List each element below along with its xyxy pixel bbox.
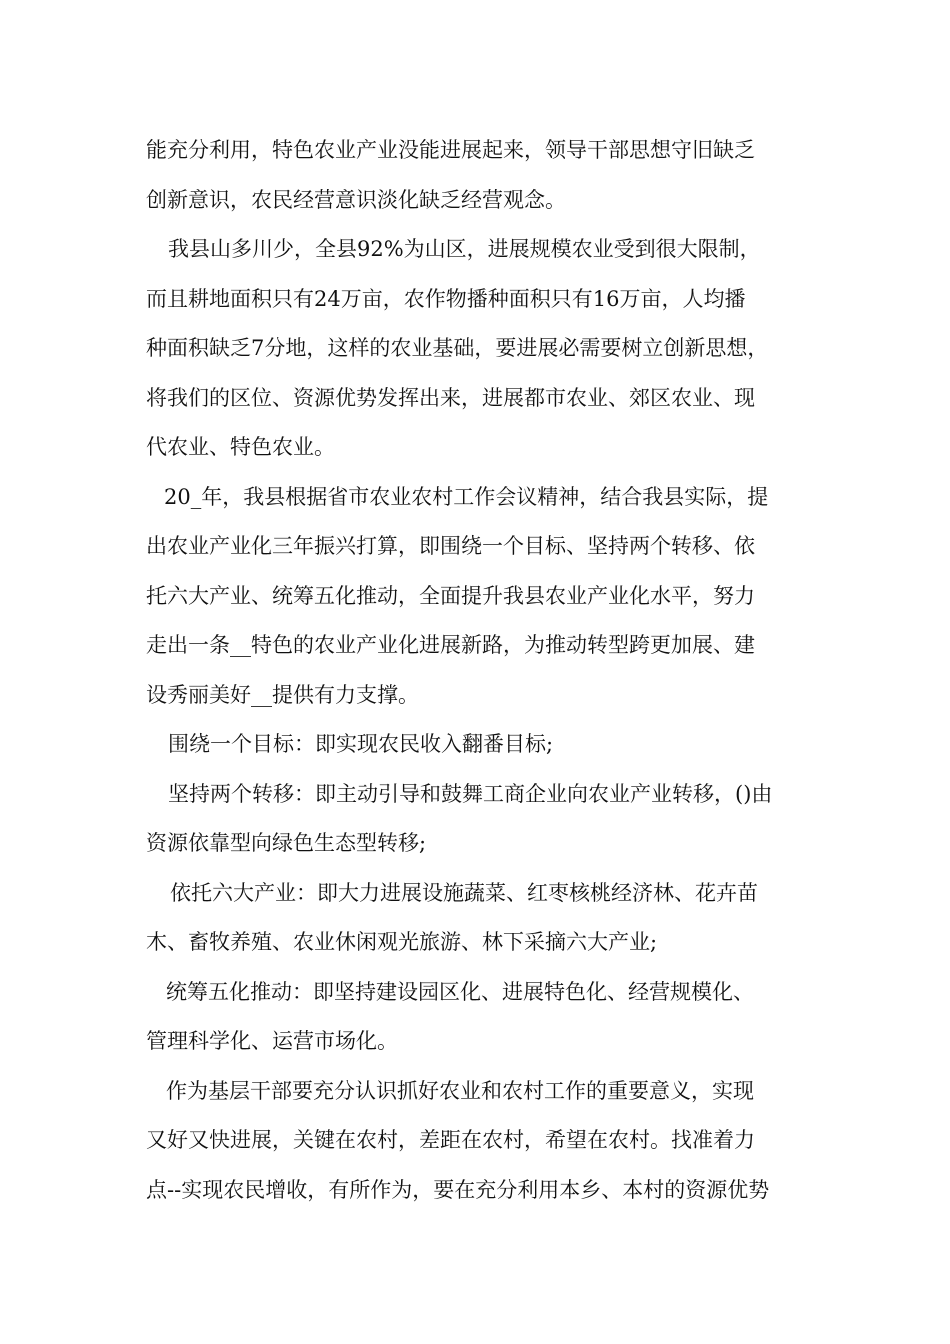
line-text: 我县山多川少，全县92%为山区，进展规模农业受到很大限制，: [168, 237, 761, 261]
text-line: [146, 473, 826, 523]
text-line: [146, 126, 826, 176]
line-text: 创新意识，农民经营意识淡化缺乏经营观念。: [146, 187, 566, 212]
paragraph: [146, 126, 826, 225]
text-line: [146, 275, 826, 325]
line-text: 种面积缺乏7分地，这样的农业基础，要进展必需要树立创新思想，: [146, 336, 769, 360]
line-text: 设秀丽美好__提供有力支撑。: [146, 682, 419, 707]
text-line: [146, 621, 826, 671]
line-text: 资源依靠型向绿色生态型转移;: [146, 831, 427, 855]
text-line: [146, 374, 826, 424]
text-line: [146, 522, 826, 572]
text-line: [146, 819, 826, 869]
text-line: [146, 1116, 826, 1166]
text-line: [146, 324, 826, 374]
line-text: 托六大产业、统筹五化推动，全面提升我县农业产业化水平，努力: [146, 583, 755, 608]
line-text: 走出一条__特色的农业产业化进展新路，为推动转型跨更加展、建: [146, 633, 755, 657]
line-text: 出农业产业化三年振兴打算，即围绕一个目标、坚持两个转移、依: [146, 534, 755, 558]
text-line: [146, 1166, 826, 1216]
paragraph: [146, 225, 826, 473]
line-text: 木、畜牧养殖、农业休闲观光旅游、林下采摘六大产业;: [146, 930, 658, 954]
text-line: [146, 225, 826, 275]
line-text: 坚持两个转移：即主动引导和鼓舞工商企业向农业产业转移，()由: [168, 781, 773, 806]
text-line: [146, 176, 826, 226]
line-text: 点--实现农民增收，有所作为，要在充分利用本乡、本村的资源优势: [146, 1177, 770, 1202]
line-text: 围绕一个目标：即实现农民收入翻番目标;: [168, 732, 554, 756]
paragraph: [146, 869, 826, 968]
text-line: [146, 1067, 826, 1117]
paragraph: [146, 968, 826, 1067]
line-text: 代农业、特色农业。: [146, 435, 335, 459]
line-text: 20_年，我县根据省市农业农村工作会议精神，结合我县实际，提: [164, 484, 769, 509]
text-line: [146, 720, 826, 770]
text-line: [146, 869, 826, 919]
text-line: [146, 423, 826, 473]
text-line: [146, 1017, 826, 1067]
text-line: [146, 671, 826, 721]
text-line: [146, 572, 826, 622]
line-text: 管理科学化、运营市场化。: [146, 1029, 398, 1053]
line-text: 而且耕地面积只有24万亩，农作物播种面积只有16万亩，人均播: [146, 286, 746, 311]
text-line: [146, 770, 826, 820]
line-text: 又好又快进展，关键在农村，差距在农村，希望在农村。找准着力: [146, 1128, 755, 1152]
text-line: [146, 918, 826, 968]
line-text: 依托六大产业：即大力进展设施蔬菜、红枣核桃经济林、花卉苗: [170, 880, 758, 905]
text-line: [146, 968, 826, 1018]
paragraph: [146, 720, 826, 770]
paragraph: [146, 473, 826, 721]
paragraph: [146, 770, 826, 869]
line-text: 能充分利用，特色农业产业没能进展起来，领导干部思想守旧缺乏: [146, 138, 755, 162]
line-text: 统筹五化推动：即坚持建设园区化、进展特色化、经营规模化、: [166, 979, 754, 1004]
document-body: [146, 126, 826, 1215]
line-text: 将我们的区位、资源优势发挥出来，进展都市农业、郊区农业、现: [146, 385, 755, 410]
line-text: 作为基层干部要充分认识抓好农业和农村工作的重要意义，实现: [166, 1078, 754, 1103]
paragraph: [146, 1067, 826, 1216]
